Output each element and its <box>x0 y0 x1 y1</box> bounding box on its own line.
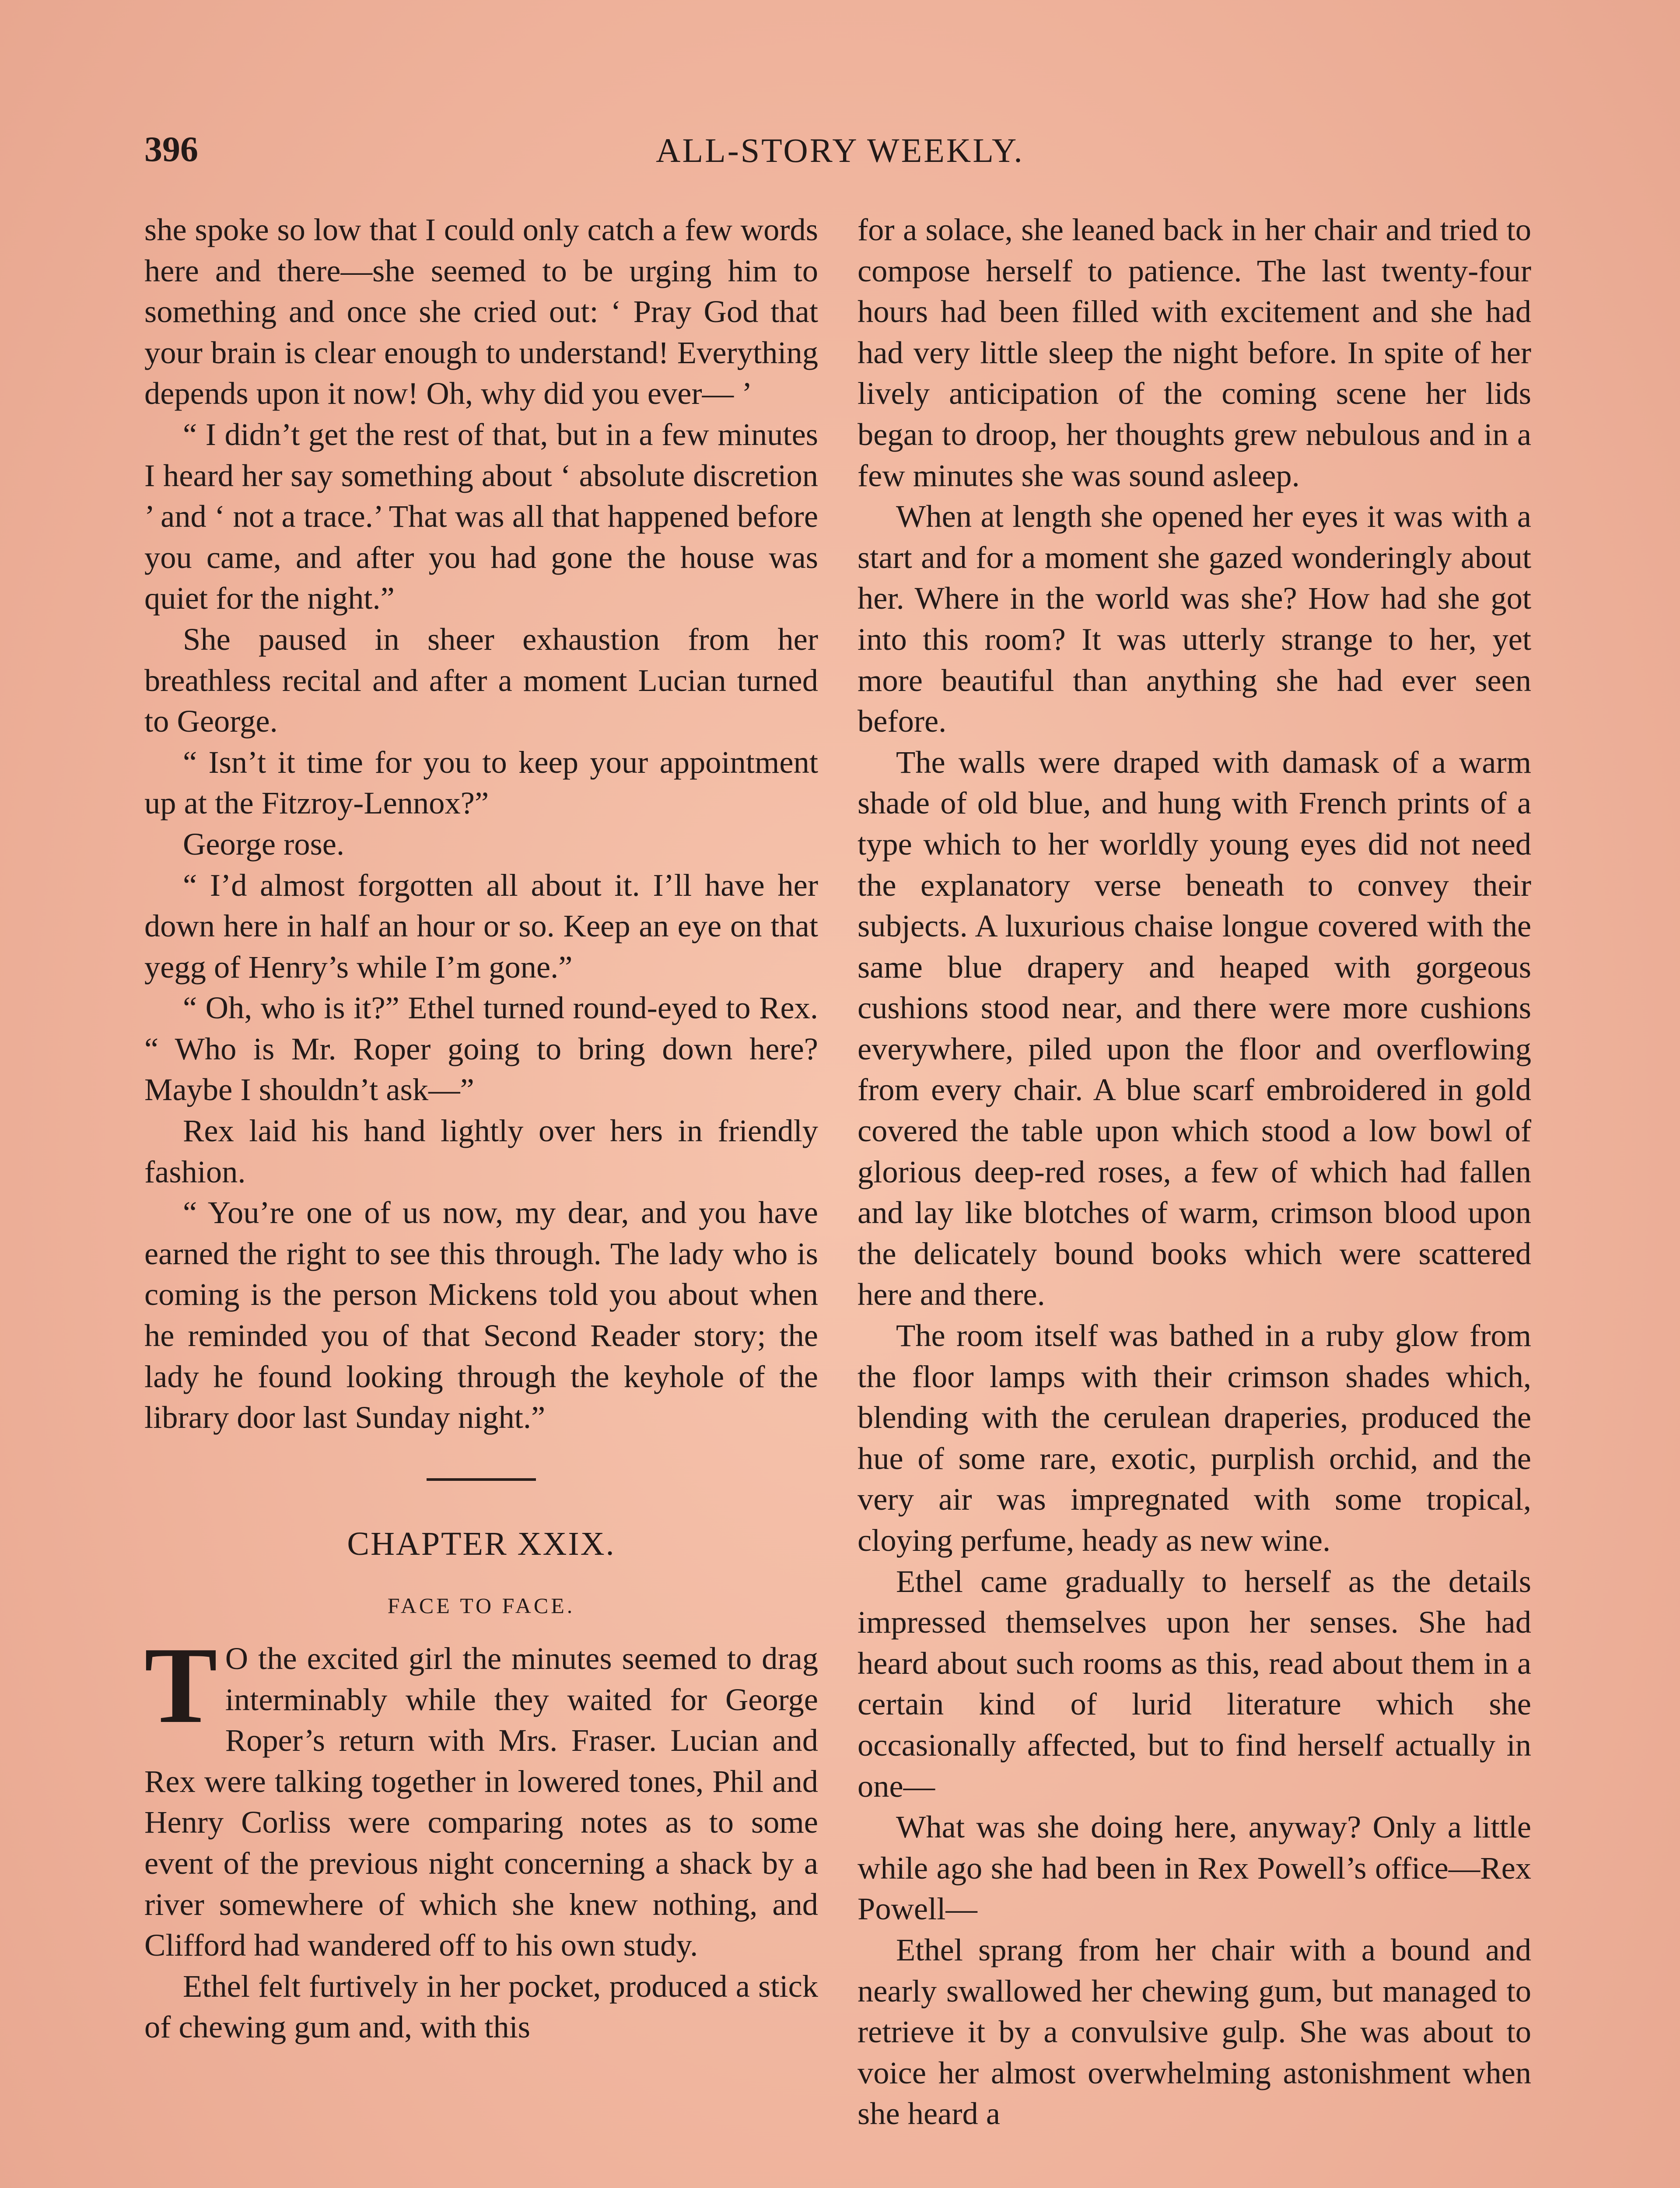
chapter-title: CHAPTER XXIX. <box>347 1525 616 1562</box>
paragraph: “ You’re one of us now, my dear, and you have earned the right to see this through. The lady who is coming is the person Mickens told you about when he reminded you of that Second Reader story; the lady he found looking through the keyhole of the library door last Sunday night.” <box>144 1195 818 1435</box>
paragraph: What was she doing here, anyway? Only a little while ago she had been in Rex Powell’s office—Rex Powell— <box>858 1809 1531 1927</box>
paragraph: she spoke so low that I could only catch a few words here and there—she seemed to be urging him to something and once she cried out: ‘ Pray God that your brain is clear enough to understand! Everything depends upon it now! Oh, why did you ever— ’ <box>144 212 818 411</box>
paragraph: Ethel came gradually to herself as the details impressed themselves upon her senses. She had heard about such rooms as this, read about them in a certain kind of lurid literature which she occasionally affected, but to find herself actually in one— <box>858 1563 1531 1804</box>
paragraph: “ Oh, who is it?” Ethel turned round-eyed to Rex. “ Who is Mr. Roper going to bring down here? Maybe I shouldn’t ask—” <box>144 990 818 1108</box>
paragraph: “ I didn’t get the rest of that, but in a few minutes I heard her say something about ‘ absolute discretion ’ and ‘ not a trace.’ That was all that happened before you came, and after you had gone the house was quiet for the night.” <box>144 416 818 616</box>
paragraph: for a solace, she leaned back in her chair and tried to compose herself to patience. The last twenty-four hours had been filled with excitement and she had had very little sleep the night before. In spite of her lively anticipation of the coming scene her lids began to droop, her thoughts grew nebulous and in a few minutes she was sound asleep. <box>858 212 1531 493</box>
drop-cap: T <box>144 1625 217 1746</box>
chapter-subtitle: FACE TO FACE. <box>387 1593 575 1618</box>
paragraph-text: O the excited girl the minutes seemed to drag interminably while they waited for George Roper’s return with Mrs. Fraser. Lucian and Rex were talking together in lowered tones, Phil and Henry Corliss were comparing notes as to some event of the previous night concerning a shack by a river somewhere of which she knew nothing, and Clifford had wandered off to his own study. <box>144 1641 818 1963</box>
page-number: 396 <box>144 129 198 169</box>
paragraph: She paused in sheer exhaustion from her breathless recital and after a moment Lucian turned to George. <box>144 621 818 739</box>
paragraph: George rose. <box>183 826 345 862</box>
paragraph: “ I’d almost forgotten all about it. I’ll have her down here in half an hour or so. Keep an eye on that yegg of Henry’s while I’m gone.” <box>144 867 818 985</box>
paragraph: When at length she opened her eyes it was with a start and for a moment she gazed wonderingly about her. Where in the world was she? How had she got into this room? It was utterly strange to her, yet more beautiful than anything she had ever seen before. <box>858 498 1531 739</box>
chapter-opening-paragraph <box>144 1625 818 1966</box>
paragraph: Ethel sprang from her chair with a bound and nearly swallowed her chewing gum, but managed to retrieve it by a convulsive gulp. She was about to voice her almost overwhelming astonishment when she heard a <box>858 1932 1531 2132</box>
running-title: ALL-STORY WEEKLY. <box>656 131 1024 169</box>
section-divider <box>427 1478 536 1481</box>
paragraph: The walls were draped with damask of a warm shade of old blue, and hung with French prints of a type which to her worldly young eyes did not need the explanatory verse beneath to convey their subjects. A luxurious chaise longue covered with the same blue drapery and heaped with gorgeous cushions stood near, and there were more cushions everywhere, piled upon the floor and overflowing from every chair. A blue scarf embroidered in gold covered the table upon which stood a low bowl of glorious deep-red roses, a few of which had fallen and lay like blotches of warm, crimson blood upon the delicately bound books which were scattered here and there. <box>858 744 1531 1312</box>
paragraph: The room itself was bathed in a ruby glow from the floor lamps with their crimson shades which, blending with the cerulean draperies, produced the hue of some rare, exotic, purplish orchid, and the very air was impregnated with some tropical, cloying perfume, heady as new wine. <box>858 1318 1531 1558</box>
paragraph: Ethel felt furtively in her pocket, produced a stick of chewing gum and, with this <box>144 1968 818 2045</box>
right-column <box>858 209 1531 2134</box>
paragraph: “ Isn’t it time for you to keep your appointment up at the Fitzroy-Lennox?” <box>144 744 818 821</box>
left-column <box>144 209 818 2048</box>
paragraph: Rex laid his hand lightly over hers in friendly fashion. <box>144 1113 818 1189</box>
